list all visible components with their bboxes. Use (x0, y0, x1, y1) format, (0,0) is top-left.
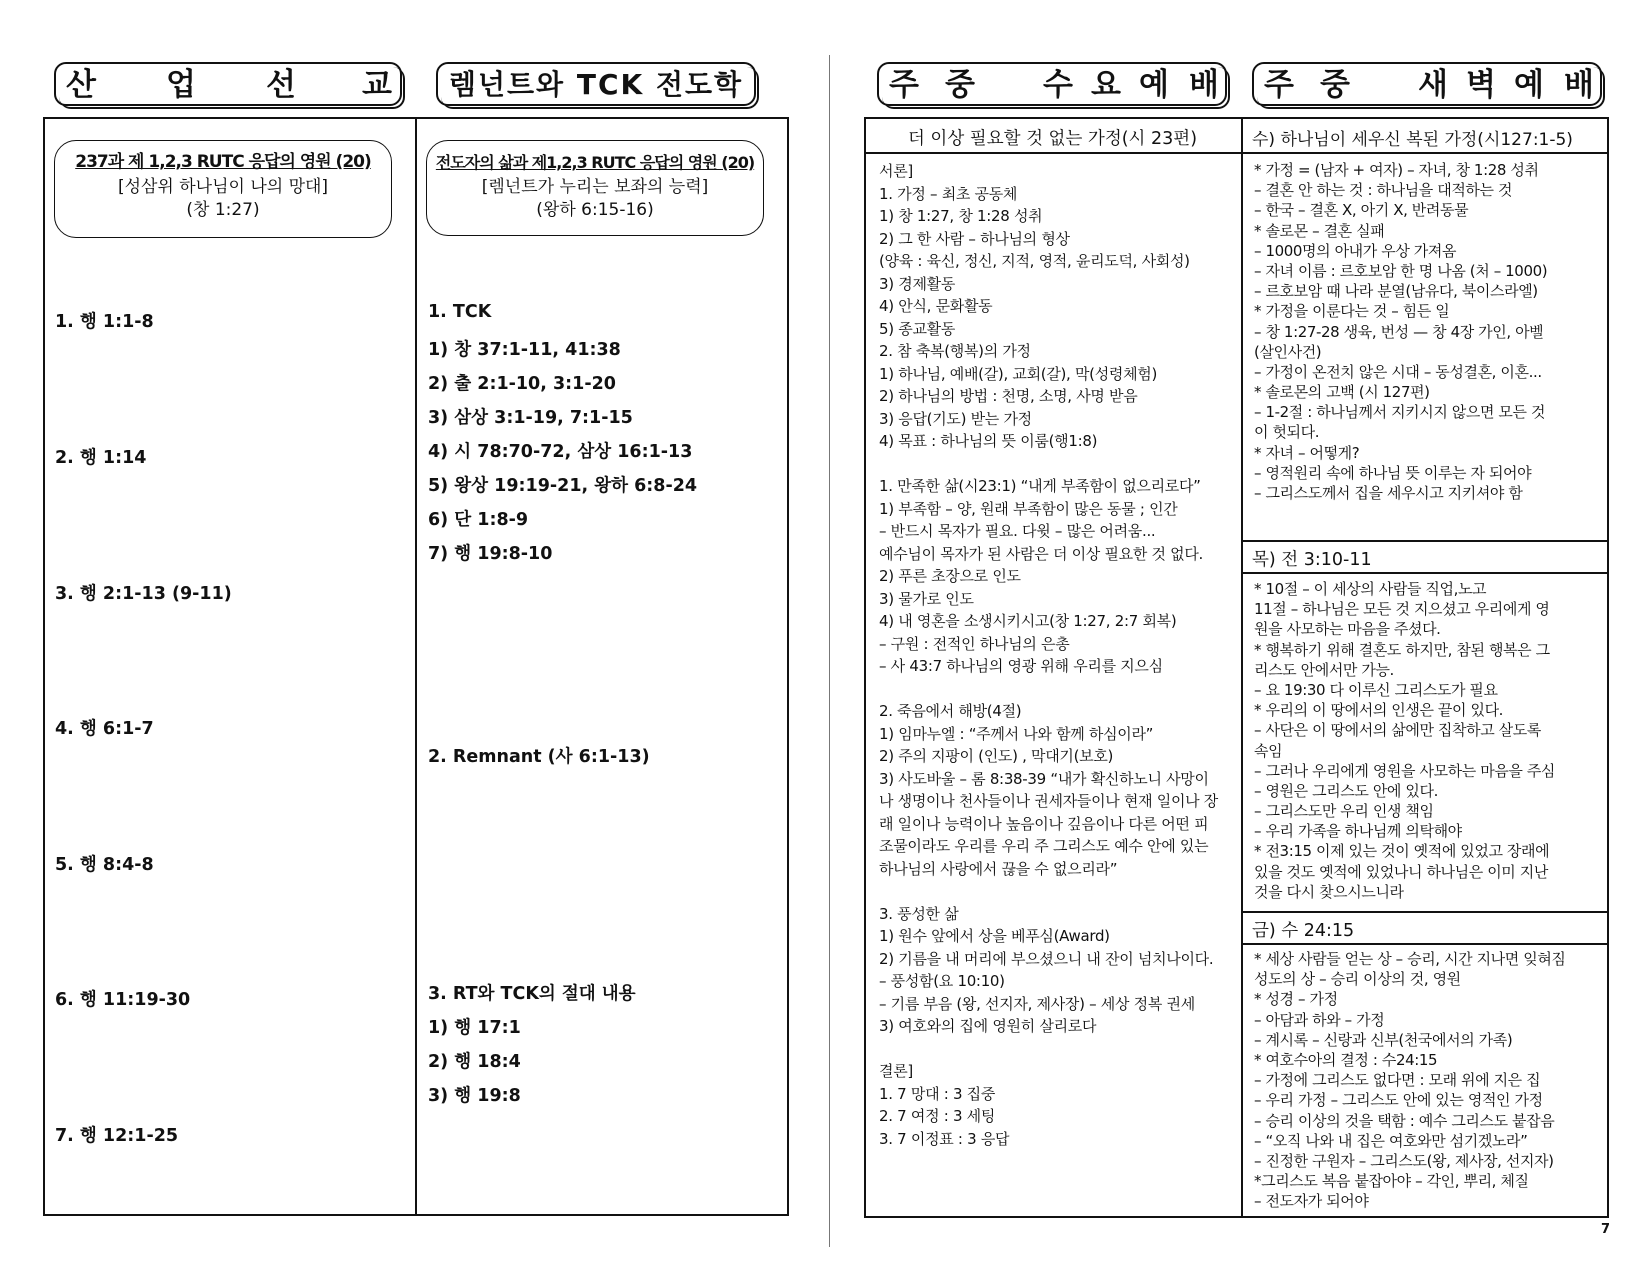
dawn-line: * 전3:15 이제 있는 것이 옛적에 있었고 장래에 (1254, 842, 1550, 861)
dawn-line: * 우리의 이 땅에서의 인생은 끝이 있다. (1254, 701, 1504, 720)
dawn-line: 이 헛되다. (1254, 423, 1320, 442)
wed-line: 1) 창 1:27, 창 1:28 성취 (879, 207, 1043, 225)
wed-line: 3) 여호와의 집에 영원히 살리로다 (879, 1017, 1097, 1035)
dawn-sec3-top-rule (1241, 911, 1609, 913)
wed-line (879, 880, 1218, 903)
dawn-line: 성도의 상 – 승리 이상의 것, 영원 (1254, 970, 1461, 989)
wed-line: 1) 원수 앞에서 상을 베푸심(Award) (879, 927, 1110, 945)
dawn-line: – 영적원리 속에 하나님 뜻 이루는 자 되어야 (1254, 463, 1532, 482)
wed-line: 3) 사도바울 – 롬 8:38-39 “내가 확신하노니 사망이 (879, 769, 1209, 788)
wed-line: 1. 7 망대 : 3 집중 (879, 1084, 996, 1103)
col2-item: 1) 창 37:1-11, 41:38 (428, 340, 621, 360)
wed-line: – 사 43:7 하나님의 영광 위해 우리를 지으심 (879, 657, 1163, 675)
wed-line: 조물이라도 우리를 우리 주 그리스도 예수 안에 있는 (879, 837, 1209, 855)
wed-line: 3) 물가로 인도 (879, 589, 974, 608)
dawn-sec3-body (1254, 949, 1566, 1211)
col2-item: 6) 단 1:8-9 (428, 510, 529, 530)
col1-item: 3. 행 2:1-13 (9-11) (55, 584, 232, 604)
dawn-line: * 여호수아의 결정 : 수24:15 (1254, 1050, 1438, 1069)
col2-item: 2) 출 2:1-10, 3:1-20 (428, 374, 616, 394)
wed-line: 나 생명이나 천사들이나 권세자들이나 현재 일이나 장 (879, 792, 1218, 810)
wed-line: – 구원 : 전적인 하나님의 은총 (879, 634, 1070, 653)
wed-line: 1. 가정 – 최초 공동체 (879, 184, 1018, 203)
col2-item: 1) 행 17:1 (428, 1018, 521, 1038)
col1-reference: (창 1:27) (186, 200, 260, 220)
header-char: 새 (1418, 67, 1448, 103)
wed-line: 2) 푸른 초장으로 인도 (879, 567, 1021, 585)
dawn-line: 리스도 안에서만 가능. (1254, 660, 1394, 679)
dawn-line: – 진정한 구원자 – 그리스도(왕, 제사장, 선지자) (1254, 1151, 1554, 1170)
dawn-line: – 우리 가정 – 그리스도 안에 있는 영적인 가정 (1254, 1091, 1543, 1110)
dawn-line: * 솔로몬 – 결혼 실패 (1254, 221, 1385, 240)
dawn-line: – 자녀 이름 : 르호보암 한 명 나옴 (처 – 1000) (1254, 261, 1548, 280)
dawn-line: – 그리스도께서 집을 세우시고 지키셔야 함 (1254, 484, 1523, 502)
col1-subtitle: [성삼위 하나님이 나의 망대] (117, 177, 329, 197)
col2-item: 3. RT와 TCK의 절대 내용 (428, 984, 636, 1004)
wed-line (879, 678, 1218, 701)
header-char: 수 (1043, 67, 1073, 103)
wed-line: 3) 응답(기도) 받는 가정 (879, 409, 1032, 428)
wed-line: 1) 하나님, 예배(갈), 교회(갈), 막(성령체험) (879, 364, 1158, 383)
col2-item: 3) 행 19:8 (428, 1086, 521, 1106)
header-char: 예 (1139, 67, 1169, 103)
dawn-line: – 그러나 우리에게 영원을 사모하는 마음을 주심 (1254, 761, 1556, 780)
wed-title: 더 이상 필요할 것 없는 가정(시 23편) (907, 129, 1198, 149)
dawn-line: 11절 – 하나님은 모든 것 지으셨고 우리에게 영 (1254, 600, 1550, 619)
wed-line: 4) 안식, 문화활동 (879, 297, 993, 315)
header-char: 배 (1189, 67, 1219, 103)
dawn-line: – 계시록 – 신랑과 신부(천국에서의 가족) (1254, 1030, 1513, 1049)
wed-line: – 기름 부음 (왕, 선지자, 제사장) – 세상 정복 권세 (879, 994, 1195, 1013)
wed-title-rule (864, 152, 1241, 154)
wed-line: – 풍성함(요 10:10) (879, 972, 1005, 990)
dawn-line: – 결혼 안 하는 것 : 하나님을 대적하는 것 (1254, 181, 1513, 200)
header-char: 선 (266, 67, 296, 103)
dawn-sec2-top-rule (1241, 540, 1609, 542)
dawn-line: (살인사건) (1254, 342, 1322, 361)
header-char: 벽 (1466, 67, 1496, 103)
dawn-line: – 르호보암 때 나라 분열(남유다, 북이스라엘) (1254, 282, 1538, 301)
wed-line: 1) 임마누엘 : “주께서 나와 함께 하심이라” (879, 724, 1154, 743)
page-number: 7 (1601, 1222, 1611, 1237)
wed-line: 2. 7 여정 : 3 세팅 (879, 1107, 996, 1125)
wed-line: 2) 그 한 사람 – 하나님의 형상 (879, 229, 1070, 248)
wed-line: 1. 만족한 삶(시23:1) “내게 부족함이 없으리로다” (879, 477, 1201, 495)
dawn-line: – 승리 이상의 것을 택함 : 예수 그리스도 붙잡음 (1254, 1111, 1555, 1130)
dawn-line: – 1-2절 : 하나님께서 지키시지 않으면 모든 것 (1254, 403, 1546, 422)
dawn-sec1-body (1254, 160, 1547, 503)
wed-body (879, 160, 1218, 1150)
col2-item: 1. TCK (428, 302, 492, 322)
dawn-line: – 가정이 온전치 않은 시대 – 동성결혼, 이혼... (1254, 362, 1542, 381)
wed-line: 4) 목표 : 하나님의 뜻 이룸(행1:8) (879, 432, 1098, 450)
dawn-sec3-title-rule (1241, 943, 1609, 945)
dawn-line: – 창 1:27-28 생육, 번성 — 창 4장 가인, 아벨 (1254, 322, 1544, 341)
dawn-sec2-body (1254, 579, 1555, 902)
header-text: 렘넌트와 TCK 전도학 (448, 68, 744, 101)
header-char: 업 (166, 67, 196, 103)
col2-item: 2. Remnant (사 6:1-13) (428, 747, 650, 767)
wed-line: 하나님의 사랑에서 끊을 수 없으리라” (879, 859, 1118, 878)
col2-subtitle: [렘넌트가 누리는 보좌의 능력] (481, 177, 709, 197)
dawn-line: – 한국 – 결혼 X, 아기 X, 반려동물 (1254, 201, 1469, 220)
wed-line: (양육 : 육신, 정신, 지적, 영적, 윤리도덕, 사회성) (879, 252, 1190, 270)
wed-line: 3. 7 이정표 : 3 응답 (879, 1129, 1010, 1148)
dawn-line: * 성경 – 가정 (1254, 990, 1338, 1009)
header-char: 산 (66, 67, 96, 103)
right-page-divider (1241, 117, 1243, 1218)
wed-line: 2. 참 축복(행복)의 가정 (879, 342, 1031, 360)
header-wednesday-service (877, 62, 1227, 106)
col2-item: 5) 왕상 19:19-21, 왕하 6:8-24 (428, 476, 698, 496)
header-char: 예 (1514, 67, 1544, 103)
header-dawn-service (1252, 62, 1602, 106)
dawn-line: – “오직 나와 내 집은 여호와만 섬기겠노라” (1254, 1131, 1528, 1150)
dawn-line: 속임 (1254, 741, 1283, 760)
col2-reference: (왕하 6:15-16) (536, 200, 654, 220)
dawn-sec2-title-rule (1241, 572, 1609, 574)
col1-item: 5. 행 8:4-8 (55, 855, 154, 875)
dawn-line: – 영원은 그리스도 안에 있다. (1254, 781, 1438, 800)
header-char: 주 (1264, 67, 1294, 103)
wed-line: – 반드시 목자가 필요. 다윗 – 많은 어려움... (879, 522, 1156, 540)
header-char: 교 (362, 67, 392, 103)
wed-line: 결론] (879, 1062, 913, 1080)
wed-line: 서론] (879, 162, 913, 180)
header-char: 배 (1564, 67, 1594, 103)
dawn-sec1-title-rule (1241, 152, 1609, 154)
header-char: 요 (1091, 67, 1121, 103)
dawn-line: * 가정을 이룬다는 것 – 힘든 일 (1254, 302, 1450, 321)
dawn-line: * 행복하기 위해 결혼도 하지만, 참된 행복은 그 (1254, 640, 1550, 659)
wed-line: 예수님이 목자가 된 사람은 더 이상 필요한 것 없다. (879, 544, 1204, 563)
col2-item: 4) 시 78:70-72, 삼상 16:1-13 (428, 442, 693, 462)
dawn-line: – 우리 가족을 하나님께 의탁해야 (1254, 822, 1462, 841)
wed-line: 래 일이나 능력이나 높음이나 깊음이나 다른 어떤 피 (879, 814, 1209, 833)
dawn-line: – 요 19:30 다 이루신 그리스도가 필요 (1254, 680, 1498, 699)
wed-line: 3) 경제활동 (879, 274, 956, 293)
dawn-line: – 그리스도만 우리 인생 책임 (1254, 802, 1434, 821)
wed-line (879, 1038, 1218, 1061)
dawn-line: 것을 다시 찾으시느니라 (1254, 882, 1404, 901)
left-page-divider (415, 117, 417, 1216)
col2-title-box (426, 140, 764, 236)
header-char: 중 (1320, 67, 1350, 103)
wed-line: 2) 하나님의 방법 : 천명, 소명, 사명 받음 (879, 387, 1138, 405)
dawn-line: – 가정에 그리스도 없다면 : 모래 위에 지은 집 (1254, 1071, 1541, 1090)
col1-item: 6. 행 11:19-30 (55, 990, 191, 1010)
col1-item: 2. 행 1:14 (55, 448, 147, 468)
wed-line (879, 453, 1218, 476)
wed-line: 1) 부족함 – 양, 원래 부족함이 많은 동물 ; 인간 (879, 499, 1178, 518)
dawn-line: 있을 것도 옛적에 있었나니 하나님은 이미 지난 (1254, 862, 1548, 881)
header-remnant-tck (436, 62, 756, 106)
col1-item: 4. 행 6:1-7 (55, 719, 154, 739)
dawn-thu-title: 목) 전 3:10-11 (1252, 550, 1372, 570)
dawn-line: * 10절 – 이 세상의 사람들 직업,노고 (1254, 580, 1487, 598)
wed-line: 4) 내 영혼을 소생시키시고(창 1:27, 2:7 회복) (879, 612, 1177, 630)
wed-line: 2) 기름을 내 머리에 부으셨으니 내 잔이 넘치나이다. (879, 949, 1214, 968)
wed-line: 3. 풍성한 삶 (879, 904, 959, 923)
dawn-wed-title: 수) 하나님이 세우신 복된 가정(시127:1-5) (1252, 130, 1573, 150)
col1-item: 1. 행 1:1-8 (55, 312, 154, 332)
col1-title-box (54, 140, 392, 238)
col1-title: 237과 제 1,2,3 RUTC 응답의 영원 (20) (75, 152, 371, 172)
header-char: 중 (945, 67, 975, 103)
dawn-line: * 가정 = (남자 + 여자) – 자녀, 창 1:28 성취 (1254, 161, 1539, 179)
header-industrial-mission (54, 62, 402, 106)
wed-line: 2. 죽음에서 해방(4절) (879, 702, 1022, 720)
header-char: 주 (889, 67, 919, 103)
wed-line: 5) 종교활동 (879, 319, 956, 338)
col2-item: 3) 삼상 3:1-19, 7:1-15 (428, 408, 633, 428)
wed-line: 2) 주의 지팡이 (인도) , 막대기(보호) (879, 747, 1114, 765)
col2-item: 2) 행 18:4 (428, 1052, 521, 1072)
dawn-line: – 사단은 이 땅에서의 삶에만 집착하고 살도록 (1254, 721, 1541, 740)
dawn-line: – 1000명의 아내가 우상 가져옴 (1254, 241, 1457, 260)
dawn-line: * 자녀 – 어떻게? (1254, 443, 1360, 462)
col1-item: 7. 행 12:1-25 (55, 1126, 179, 1146)
dawn-line: * 솔로몬의 고백 (시 127편) (1254, 383, 1430, 402)
col2-title: 전도자의 삶과 제1,2,3 RUTC 응답의 영원 (20) (435, 153, 755, 172)
dawn-line: – 아담과 하와 – 가정 (1254, 1010, 1385, 1029)
dawn-fri-title: 금) 수 24:15 (1252, 921, 1355, 941)
dawn-line: 원을 사모하는 마음을 주셨다. (1254, 620, 1441, 639)
dawn-line: – 전도자가 되어야 (1254, 1192, 1369, 1211)
page-fold-line (829, 55, 830, 1247)
dawn-line: *그리스도 복음 붙잡아야 – 각인, 뿌리, 체질 (1254, 1172, 1529, 1191)
col2-item: 7) 행 19:8-10 (428, 544, 553, 564)
dawn-line: * 세상 사람들 얻는 상 – 승리, 시간 지나면 잊혀짐 (1254, 950, 1566, 968)
